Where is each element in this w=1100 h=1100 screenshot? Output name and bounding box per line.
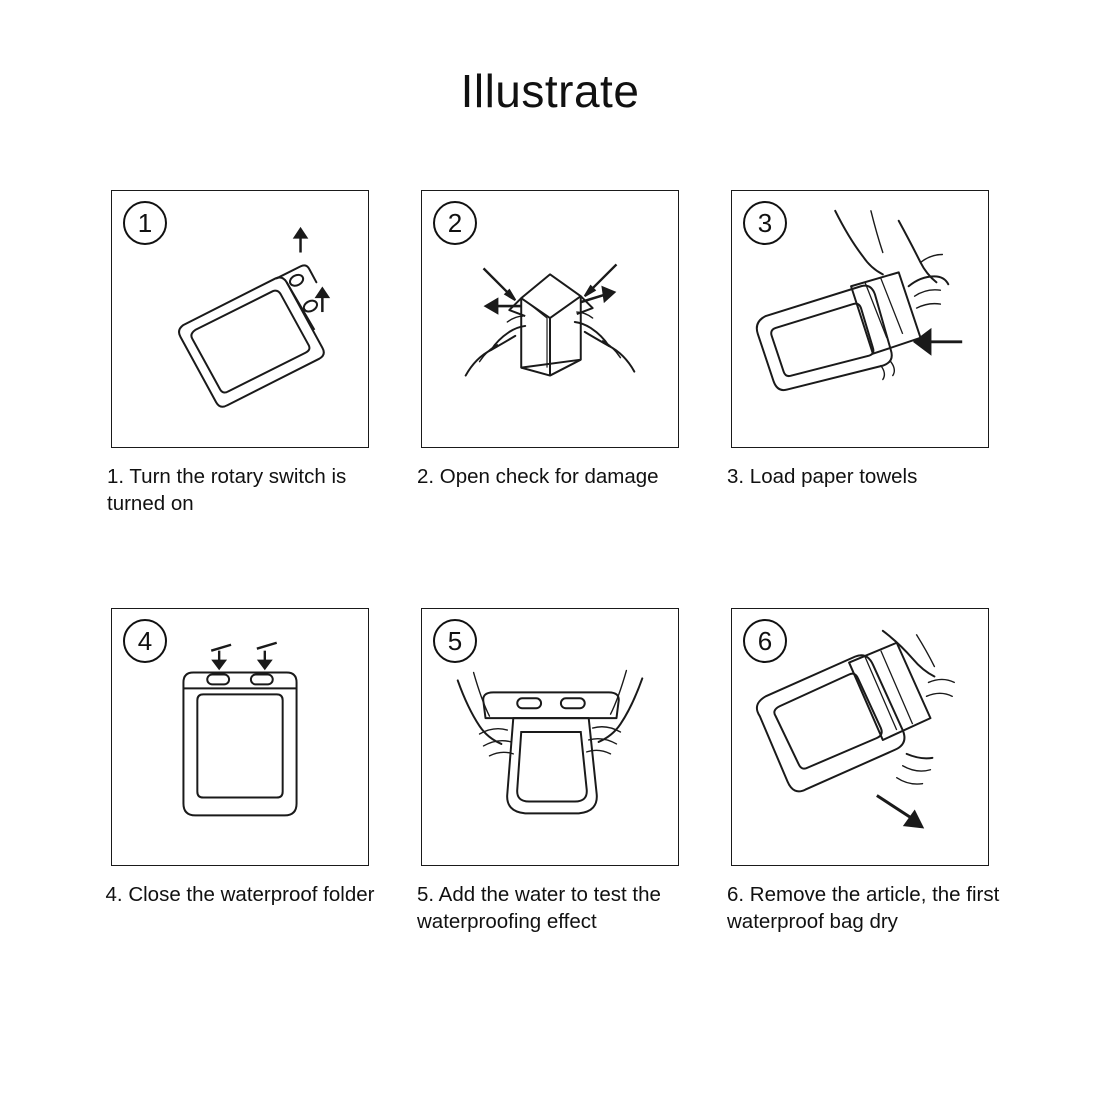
step-item bbox=[85, 608, 395, 1026]
step-caption: 4. Close the waterproof folder bbox=[105, 883, 375, 906]
step-1-panel bbox=[111, 190, 369, 448]
step-3-panel bbox=[731, 190, 989, 448]
step-caption: 6. Remove the article, the first waterproof bag dry bbox=[727, 883, 1000, 933]
page-title: Illustrate bbox=[460, 65, 640, 117]
steps-grid bbox=[85, 114, 1015, 1026]
step-caption: 2. Open check for damage bbox=[417, 465, 659, 488]
step-number-badge: 1 bbox=[123, 201, 167, 245]
step-item bbox=[705, 190, 1015, 608]
step-number-badge: 3 bbox=[743, 201, 787, 245]
step-caption: 1. Turn the rotary switch is turned on bbox=[107, 465, 347, 515]
step-item bbox=[705, 608, 1015, 1026]
step-item bbox=[395, 190, 705, 608]
step-number-badge: 6 bbox=[743, 619, 787, 663]
step-6-panel bbox=[731, 608, 989, 866]
step-4-panel bbox=[111, 608, 369, 866]
step-caption: 5. Add the water to test the waterproofing effect bbox=[417, 883, 661, 933]
step-number-badge: 2 bbox=[433, 201, 477, 245]
step-caption: 3. Load paper towels bbox=[727, 465, 918, 488]
step-item bbox=[85, 190, 395, 608]
step-item bbox=[395, 608, 705, 1026]
step-5-panel bbox=[421, 608, 679, 866]
step-2-panel bbox=[421, 190, 679, 448]
step-number-badge: 5 bbox=[433, 619, 477, 663]
step-number-badge: 4 bbox=[123, 619, 167, 663]
